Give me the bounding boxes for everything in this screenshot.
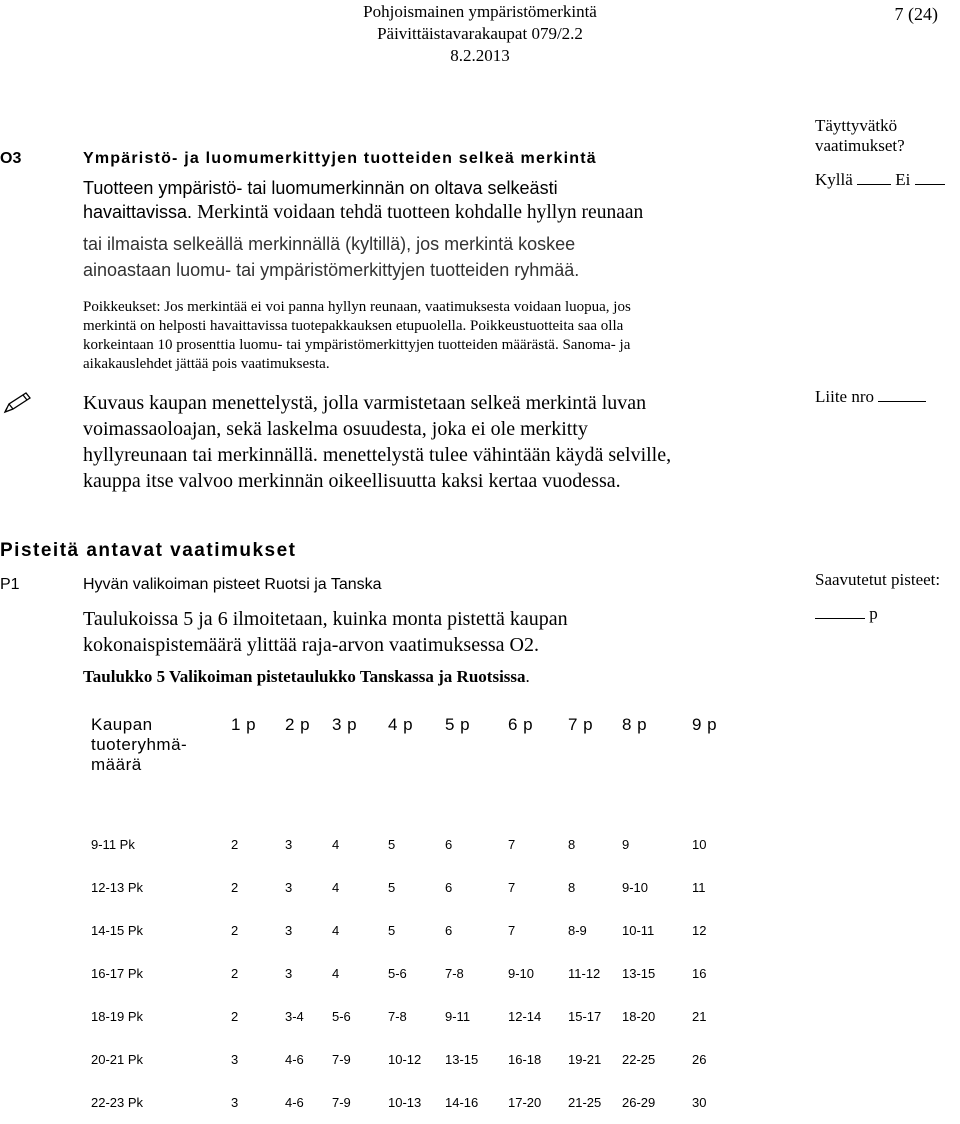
value-cell: 2 xyxy=(231,1009,239,1024)
group-cell: 9-11 Pk xyxy=(91,837,135,852)
description-text xyxy=(83,390,671,494)
value-cell: 6 xyxy=(445,923,453,938)
value-cell: 21-25 xyxy=(568,1095,602,1110)
exceptions-line: aikakauslehdet jättää pois vaatimuksesta. xyxy=(83,356,330,372)
table-row xyxy=(83,952,736,995)
value-cell: 3 xyxy=(231,1095,239,1110)
value-cell: 13-15 xyxy=(622,966,656,981)
p1-title: Hyvän valikoiman pisteet Ruotsi ja Tanska xyxy=(83,576,382,593)
p1-text xyxy=(83,606,568,658)
value-cell: 9-10 xyxy=(508,966,535,981)
group-cell: 20-21 Pk xyxy=(91,1052,144,1067)
value-cell: 13-15 xyxy=(445,1052,479,1067)
value-cell: 8 xyxy=(568,880,576,895)
column-header: 4 p xyxy=(388,715,414,734)
value-cell: 4 xyxy=(332,837,340,852)
value-cell: 26 xyxy=(692,1052,707,1067)
value-cell: 9-10 xyxy=(622,880,649,895)
value-cell: 7-9 xyxy=(332,1052,351,1067)
requirement-line-4: ainoastaan luomu- tai ympäristömerkittyjen tuotteiden ryhmää. xyxy=(83,260,580,280)
yes-blank[interactable] xyxy=(857,184,891,185)
group-header-line: tuoteryhmä- xyxy=(91,735,188,754)
table-row xyxy=(83,1081,736,1124)
value-cell: 11-12 xyxy=(568,966,601,981)
value-cell: 4 xyxy=(332,880,340,895)
value-cell: 5-6 xyxy=(388,966,407,981)
value-cell: 6 xyxy=(445,880,453,895)
group-cell: 22-23 Pk xyxy=(91,1095,144,1110)
value-cell: 14-16 xyxy=(445,1095,479,1110)
requirement-title: Ympäristö- ja luomumerkittyjen tuotteiden selkeä merkintä xyxy=(83,150,597,167)
value-cell: 5 xyxy=(388,923,396,938)
page-number: 7 (24) xyxy=(894,4,938,24)
table-row xyxy=(83,823,736,866)
value-cell: 3 xyxy=(285,966,293,981)
group-header-cell xyxy=(83,700,231,823)
value-cell: 16 xyxy=(692,966,707,981)
value-cell: 19-21 xyxy=(568,1052,602,1067)
value-cell: 9-11 xyxy=(445,1009,471,1024)
group-cell: 16-17 Pk xyxy=(91,966,144,981)
value-cell: 2 xyxy=(231,966,239,981)
value-cell: 12-14 xyxy=(508,1009,542,1024)
attachment-field xyxy=(815,387,926,407)
points-table xyxy=(83,700,736,1124)
table-row xyxy=(83,1038,736,1081)
column-header: 2 p xyxy=(285,715,311,734)
description-line: kauppa itse valvoo merkinnän oikeellisuutta kaksi kertaa vuodessa. xyxy=(83,470,621,492)
value-cell: 10-13 xyxy=(388,1095,422,1110)
header-title: Pohjoismainen ympäristömerkintä xyxy=(363,2,597,21)
value-cell: 8 xyxy=(568,837,576,852)
header-date: 8.2.2013 xyxy=(450,46,510,65)
no-label: Ei xyxy=(895,170,911,189)
p1-text-line: kokonaispistemäärä ylittää raja-arvon vaatimuksessa O2. xyxy=(83,634,539,656)
value-cell: 7-9 xyxy=(332,1095,351,1110)
table-row xyxy=(83,995,736,1038)
group-cell: 12-13 Pk xyxy=(91,880,144,895)
column-header: 9 p xyxy=(692,715,718,734)
achieved-points-unit: p xyxy=(869,604,878,623)
exceptions-line: merkintä on helposti havaittavissa tuotepakkauksen etupuolella. Poikkeustuotteita saa olla xyxy=(83,318,624,334)
requirement-line-3: tai ilmaista selkeällä merkinnällä (kyltillä), jos merkintä koskee xyxy=(83,234,576,254)
value-cell: 5-6 xyxy=(332,1009,351,1024)
value-cell: 7-8 xyxy=(445,966,464,981)
value-cell: 18-20 xyxy=(622,1009,656,1024)
value-cell: 2 xyxy=(231,923,239,938)
p1-text-line: Taulukoissa 5 ja 6 ilmoitetaan, kuinka monta pistettä kaupan xyxy=(83,608,568,630)
value-cell: 30 xyxy=(692,1095,707,1110)
value-cell: 7 xyxy=(508,923,516,938)
requirement-line-2a: havaittavissa. xyxy=(83,202,193,222)
column-header: 1 p xyxy=(231,715,257,734)
table-caption-text: Taulukko 5 Valikoiman pistetaulukko Tanskassa ja Ruotsissa xyxy=(83,667,526,686)
group-cell: 14-15 Pk xyxy=(91,923,144,938)
value-cell: 10-12 xyxy=(388,1052,422,1067)
no-blank[interactable] xyxy=(915,184,945,185)
yes-label: Kyllä xyxy=(815,170,853,189)
compliance-question xyxy=(815,116,905,156)
requirement-code: O3 xyxy=(0,150,22,167)
yes-no-fields xyxy=(815,170,945,190)
value-cell: 5 xyxy=(388,880,396,895)
table-row xyxy=(83,866,736,909)
column-header: 7 p xyxy=(568,715,594,734)
table-row xyxy=(83,909,736,952)
achieved-points-label: Saavutetut pisteet: xyxy=(815,570,941,589)
value-cell: 7 xyxy=(508,837,516,852)
table-header-row xyxy=(83,700,736,823)
value-cell: 3 xyxy=(285,837,293,852)
value-cell: 22-25 xyxy=(622,1052,656,1067)
value-cell: 21 xyxy=(692,1009,707,1024)
table-caption-period: . xyxy=(525,667,530,686)
value-cell: 3-4 xyxy=(285,1009,304,1024)
p1-code: P1 xyxy=(0,576,20,593)
value-cell: 3 xyxy=(285,923,293,938)
value-cell: 6 xyxy=(445,837,453,852)
value-cell: 4-6 xyxy=(285,1052,304,1067)
value-cell: 9 xyxy=(622,837,630,852)
value-cell: 3 xyxy=(285,880,293,895)
requirement-line-1: Tuotteen ympäristö- tai luomumerkinnän on oltava selkeästi xyxy=(83,178,558,198)
value-cell: 8-9 xyxy=(568,923,587,938)
description-line: Kuvaus kaupan menettelystä, jolla varmistetaan selkeä merkintä luvan xyxy=(83,392,647,414)
value-cell: 12 xyxy=(692,923,707,938)
value-cell: 5 xyxy=(388,837,396,852)
header-subtitle: Päivittäistavarakaupat 079/2.2 xyxy=(377,24,583,43)
column-header: 3 p xyxy=(332,715,358,734)
compliance-question-line: vaatimukset? xyxy=(815,136,905,155)
exceptions-line: korkeintaan 10 prosenttia luomu- tai ympäristömerkittyjen tuotteiden määrästä. Sanoma- ja xyxy=(83,337,631,353)
description-line: voimassaoloajan, sekä laskelma osuudesta, joka ei ole merkitty xyxy=(83,418,588,440)
section-heading: Pisteitä antavat vaatimukset xyxy=(0,540,297,561)
group-cell: 18-19 Pk xyxy=(91,1009,144,1024)
value-cell: 26-29 xyxy=(622,1095,656,1110)
compliance-question-line: Täyttyvätkö xyxy=(815,116,898,135)
value-cell: 10 xyxy=(692,837,707,852)
value-cell: 7 xyxy=(508,880,516,895)
value-cell: 10-11 xyxy=(622,923,655,938)
value-cell: 15-17 xyxy=(568,1009,602,1024)
attachment-label: Liite nro xyxy=(815,387,875,406)
column-header: 6 p xyxy=(508,715,534,734)
value-cell: 7-8 xyxy=(388,1009,407,1024)
value-cell: 4 xyxy=(332,966,340,981)
group-header-line: määrä xyxy=(91,755,142,774)
value-cell: 17-20 xyxy=(508,1095,542,1110)
exceptions-line: Poikkeukset: Jos merkintää ei voi panna hyllyn reunaan, vaatimuksesta voidaan luopua, jos xyxy=(83,299,631,315)
value-cell: 16-18 xyxy=(508,1052,542,1067)
column-header: 8 p xyxy=(622,715,648,734)
table-caption xyxy=(83,667,530,687)
value-cell: 2 xyxy=(231,837,239,852)
value-cell: 4 xyxy=(332,923,340,938)
column-header: 5 p xyxy=(445,715,471,734)
value-cell: 4-6 xyxy=(285,1095,304,1110)
attachment-blank[interactable] xyxy=(878,401,926,402)
requirement-line-2b: Merkintä voidaan tehdä tuotteen kohdalle hyllyn reunaan xyxy=(197,202,644,223)
achieved-points-field xyxy=(815,604,878,624)
value-cell: 3 xyxy=(231,1052,239,1067)
exceptions-text xyxy=(83,298,783,374)
group-header-line: Kaupan xyxy=(91,715,153,734)
description-line: hyllyreunaan tai merkinnällä. menettelystä tulee vähintään käydä selville, xyxy=(83,444,672,466)
value-cell: 2 xyxy=(231,880,239,895)
value-cell: 11 xyxy=(692,880,706,895)
achieved-points-blank[interactable] xyxy=(815,618,865,619)
requirement-line-2 xyxy=(83,200,643,225)
pencil-icon xyxy=(2,390,32,421)
